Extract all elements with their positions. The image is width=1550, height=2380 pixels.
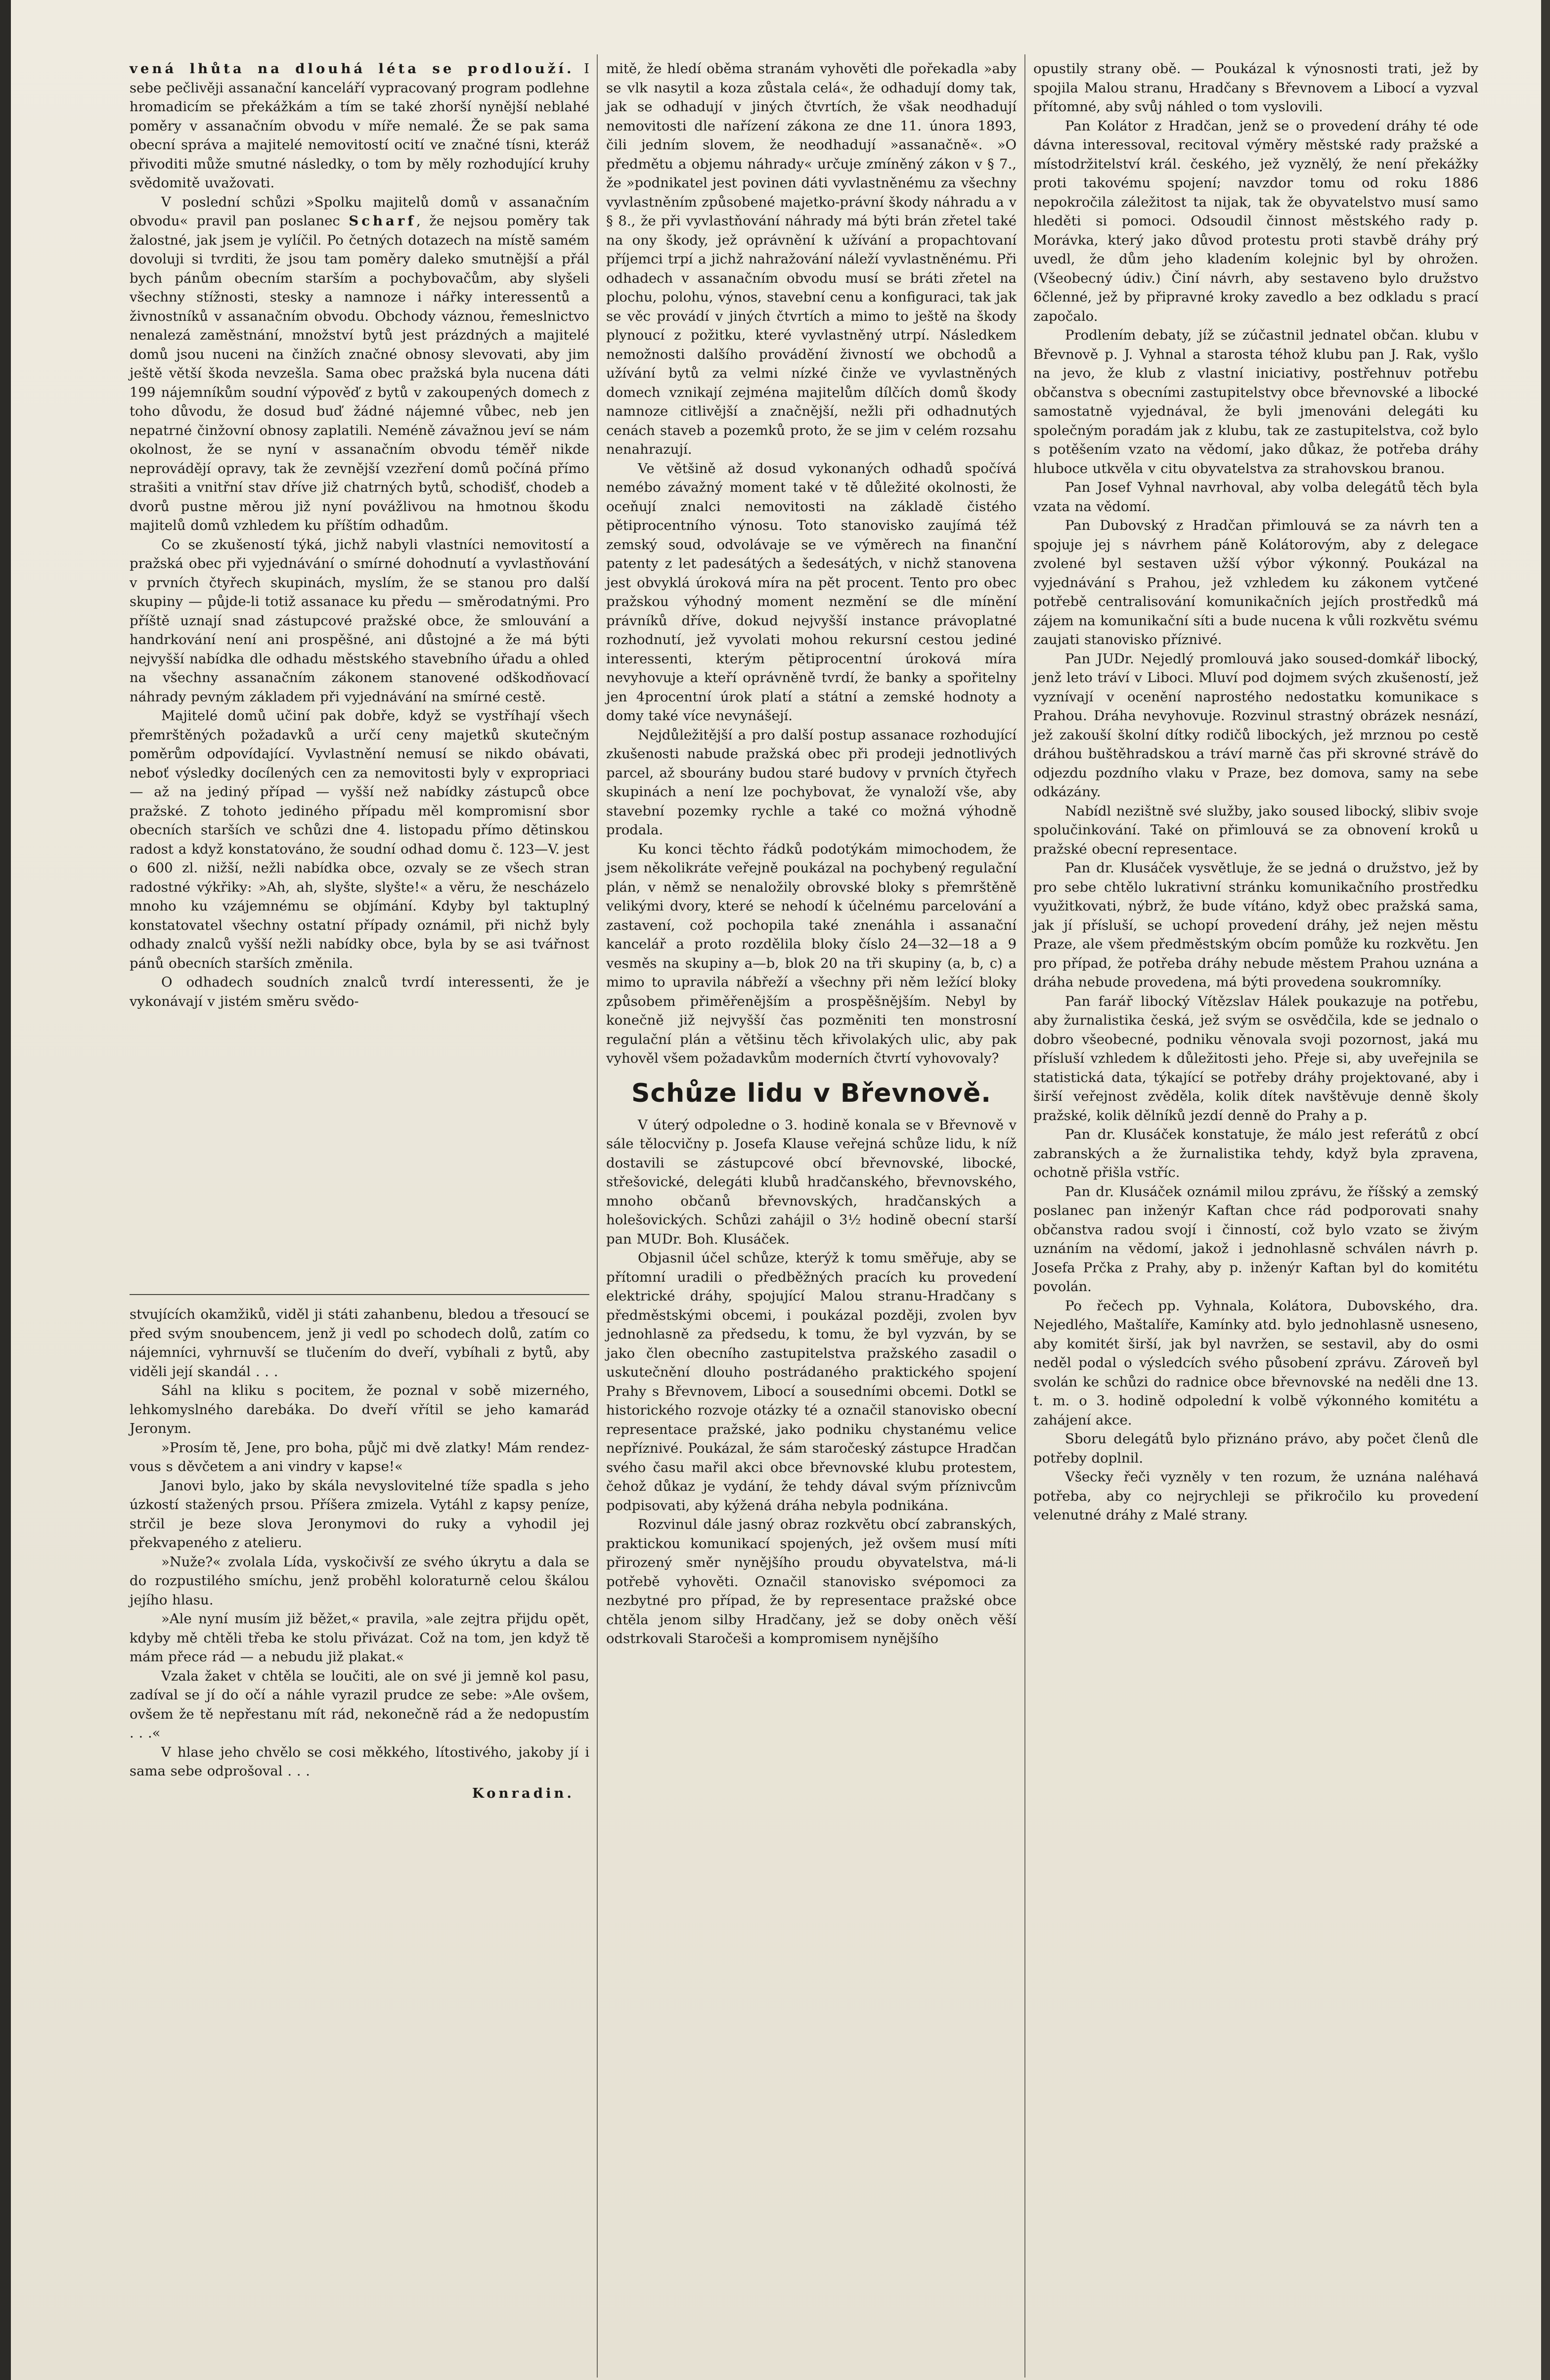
- spaced-emphasis: vená lhůta na dlouhá léta se prodlouží.: [130, 61, 575, 77]
- feuilleton-paragraph: V hlase jeho chvělo se cosi měkkého, lítostivého, jakoby jí i sama sebe odprošoval . . .: [130, 1744, 589, 1779]
- article-paragraph: Nejdůležitější a pro další postup assanace rozhodující zkušenosti nabude pražská obec při prodeji jednotlivých parcel, až sbourány budou staré budovy v prvních čtyřech skupinách a není lze pochybovat, že vynaloží vše, aby stavební pozemky rychle a také co možná výhodně prodala.: [606, 727, 1017, 838]
- article-paragraph: Rozvinul dále jasný obraz rozkvětu obcí zabranských, praktickou komunikací spojených, jež ovšem musí míti přirozený směr nynějšího proudu obyvatelstva, má-li potřebě vyhověti. Označil stanovisko svépomoci za nezbytné pro případ, že by representace pražské obce chtěla jenom silby Hradčany, jež se doby oněch věší odstrkovali Staročeši a kompromisem nynějšího: [606, 1516, 1017, 1646]
- column-2: [606, 59, 1017, 1648]
- article-paragraph: Co se zkušeností týká, jichž nabyli vlastníci nemovitostí a pražská obec při vyjednávání o smírné dohodnutí a vyvlastňování v prvních čtyřech skupinách, myslím, že se stanou pro další skupiny — půjde-li totiž assanace ku předu — směrodatnými. Pro příště uznají snad zástupcové pražské obce, že smlouvání a handrkování není ani prospěšné, ani důstojné a že má býti nejvyšší nabídka dle odhadu městského stavebního úřadu a ohled na všechny assanačním zákonem stanovené odškodňovací náhrady pevným základem při vyjednávání na smírné cestě.: [130, 536, 589, 705]
- article-paragraph: Pan JUDr. Nejedlý promlouvá jako soused-domkář libocký, jenž leto tráví v Liboci. Mluví pod dojmem svých zkušeností, jež vyznívají v ocenění naprostého nedostatku komunikace s Prahou. Dráha nevyhovuje. Rozvinul strastný obrázek nesnází, jež zakouší školní dítky rodičů libockých, jež mrznou po cestě dráhou buštěhradskou a tráví marně čas při skrovné strávě do odjezdu pozdního vlaku v Praze, bez domova, samy na sebe odkázány.: [1033, 650, 1478, 800]
- article-paragraph: mitě, že hledí oběma stranám vyhověti dle pořekadla »aby se vlk nasytil a koza zůstala celá«, že odhadují domy tak, jak se odhadují v jiných čtvrtích, že však neodhadují nemovitosti dle nařízení zákona ze dne 11. února 1893, čili jedním slovem, že neodhadují »assanačně«. »O předmětu a objemu náhrady« určuje zmíněný zákon v § 7., že »podnikatel jest povinen dáti vyvlastněnému za všechny vyvlastněním způsobené majetko-právní škody náhradu a v § 8., že při vyvlastňování náhrady má býti brán zřetel také na ony škody, jež oprávnění k užívání a propachtovaní příjemci trpí a jichž nahražování náleží vyvlastněnému. Při odhadech v assanačním obvodu musí se bráti zřetel na plochu, polohu, výnos, stavební cenu a konfiguraci, tak jak se věc provádí v jiných čtvrtích a mimo to ještě na škody plynoucí z požitku, které vyvlastněný utrpí. Následkem nemožnosti dalšího provádění živností we obchodů a užívání bytů za velmi nízké činže ve vyvlastněných domech vznikají zejména majitelům dílčích domů škody namnoze citlivější a značnější, nežli při odhadnutých cenách staveb a pozemků proto, že se jim v celém rozsahu nenahrazují.: [606, 61, 1017, 457]
- article-paragraph: Sboru delegátů bylo přiznáno právo, aby počet členů dle potřeby doplnil.: [1033, 1431, 1478, 1466]
- spaced-emphasis: Scharf: [349, 213, 417, 229]
- column-divider-2: [1024, 54, 1025, 2378]
- column-1: [130, 59, 589, 1011]
- article-paragraph: opustily strany obě. — Poukázal k výnosnosti trati, jež by spojila Malou stranu, Hradčany s Břevnovem a Libocí a vyzval přítomné, aby svůj náhled o tom vyslovili.: [1033, 61, 1478, 115]
- article-paragraph: Všecky řeči vyzněly v ten rozum, že uznána naléhavá potřeba, aby co nejrychleji se přikročilo ku provedení velenutné dráhy z Malé strany.: [1033, 1469, 1478, 1523]
- scan-left-edge: [0, 0, 11, 2380]
- article-paragraph: Po řečech pp. Vyhnala, Kolátora, Dubovského, dra. Nejedlého, Maštalíře, Kamínky atd. bylo jednohlasně usneseno, aby komitét širší, jak byl navržen, se sestavil, aby do osmi neděl podal o výsledcích svého působení zprávu. Zároveň byl svolán ke schůzi do radnice obce břevnovské na neděli dne 13. t. m. o 3. hodině odpolední k volbě výkonného komitétu a zahájení akce.: [1033, 1298, 1478, 1428]
- feuilleton-paragraph: »Prosím tě, Jene, pro boha, půjč mi dvě zlatky! Mám rendez-vous s děvčetem a ani vindry v kapse!«: [130, 1439, 589, 1474]
- article-paragraph: V úterý odpoledne o 3. hodině konala se v Břevnově v sále tělocvičny p. Josefa Klause veřejná schůze lidu, k níž dostavili se zástupcové obcí břevnovské, libocké, střešovické, delegáti klubů hradčanského, břevnovského, mnoho občanů břevnovských, hradčanských a holešovických. Schůzi zahájil o 3½ hodině obecní starší pan MUDr. Boh. Klusáček.: [606, 1117, 1017, 1247]
- feuilleton-rule: [130, 1294, 589, 1295]
- article-paragraph: O odhadech soudních znalců tvrdí interessenti, že je vykonávají v jistém směru svědo-: [130, 974, 589, 1009]
- article-paragraph: Pan Dubovský z Hradčan přimlouvá se za návrh ten a spojuje jej s návrhem páně Kolátorovým, aby z delegace zvolené byl sestaven užší výbor výkonný. Poukázal na vyjednávání s Prahou, jež vzhledem ku zákonem vytčené potřebě centralisování komunikačních jejích prostředků má zájem na komunikační síti a bude nucena k vůli rozkvětu svému zaujati stanovisko příznivé.: [1033, 518, 1478, 648]
- feuilleton-paragraph: Janovi bylo, jako by skála nevyslovitelné tíže spadla s jeho úzkostí stažených prsou. Příšera zmizela. Vytáhl z kapsy peníze, strčil je beze slova Jeronymovi do ruky a vyhodil jej překvapeného z atelieru.: [130, 1477, 589, 1551]
- column-divider-1: [597, 54, 598, 2378]
- article-paragraph: Pan Josef Vyhnal navrhoval, aby volba delegátů těch byla vzata na vědomí.: [1033, 479, 1478, 515]
- feuilleton-paragraph: Sáhl na kliku s pocitem, že poznal v sobě mizerného, lehkomyslného darebáka. Do dveří vřítil se jeho kamarád Jeronym.: [130, 1383, 589, 1436]
- article-paragraph: Ku konci těchto řádků podotýkám mimochodem, že jsem několikráte veřejně poukázal na pochybený regulační plán, v němž se nenaložily obrovské bloky s přemrštěně velikými dvory, které se nehodí k účelnému parcelování a zastavení, což pochopila také znenáhla i assanační kancelář a proto rozdělila bloky číslo 24—32—18 a 9 vesměs na skupiny a—b, blok 20 na tři skupiny (a, b, c) a mimo to upravila nábřeží a všechny při něm ležící bloky způsobem přiměřenějším a prospěšnějším. Nebyl by konečně již nejvyšší čas pozměniti ten monstrosní regulační plán a většinu těch křivolakých ulic, aby pak vyhověl všem požadavkům moderních čtvrtí vyhovovaly?: [606, 841, 1017, 1066]
- article-paragraph: Pan dr. Klusáček vysvětluje, že se jedná o družstvo, jež by pro sebe chtělo lukrativní stránku komunikačního prostředku využitkovati, nýbrž, že bude vítáno, když obec pražská sama, jak jí přísluší, se uchopí provedení dráhy, jež nejen městu Praze, ale všem předměstským obcím pomůže ku rozkvětu. Jen pro případ, že potřeba dráhy nebude městem Prahou uznána a dráha nebude provedena, má býti provedena soukromníky.: [1033, 860, 1478, 990]
- article-paragraph: Prodlením debaty, jíž se zúčastnil jednatel občan. klubu v Břevnově p. J. Vyhnal a starosta téhož klubu pan J. Rak, vyšlo na jevo, že klub z vlastní iniciativy, postřehnuv potřebu občanstva s obecními zastupitelstvy obce břevnovské a libocké samostatně vyjednával, že byli jmenováni delegáti ku společným poradám jak z klubu, tak ze zastupitelstva, což bylo s potěšením vzato na vědomí, jako důkaz, že potřeba dráhy hluboce utkvěla v citu obyvatelstva za strahovskou branou.: [1033, 327, 1478, 476]
- article-paragraph: Majitelé domů učiní pak dobře, když se vystříhají všech přemrštěných požadavků a určí ceny majetků skutečným poměrům odpovídající. Vyvlastnění nemusí se nikdo obávati, neboť výsledky docílených cen za nemovitosti byly v expropriaci — až na jediný případ — vyšší než nabídky zástupců obce pražské. Z tohoto jediného případu měl kompromisní sbor obecních starších ve schůzi dne 4. listopadu přímo dětinskou radost a když konstatováno, že soudní odhad domu č. 123—V. jest o 600 zl. nižší, nežli nabídka obce, ozvaly se ze všech stran radostné výkřiky: »Ah, ah, slyšte, slyšte!« a věru, že nescházelo mnoho ku vzájemnému se objímání. Kdyby byl taktuplný konstatovatel všechny ostatní případy oznámil, při nichž byly odhady znalců vyšší nežli nabídky obce, byla by se asi tvářnost pánů obecních starších změnila.: [130, 708, 589, 971]
- article-paragraph: Pan dr. Klusáček oznámil milou zprávu, že říšský a zemský poslanec pan inženýr Kaftan chce rád podporovati snahy občanstva radou svojí i činností, což bylo vzato se živým uznáním na vědomí, jakož i jednohlasně schválen návrh p. Josefa Prčka z Prahy, aby p. inženýr Kaftan byl do komitétu povolán.: [1033, 1183, 1478, 1295]
- column-3: [1033, 59, 1478, 1525]
- article-paragraph: V poslední schůzi »Spolku majitelů domů v assanačním obvodu« pravil pan poslanec Scharf, že nejsou poměry tak žalostné, jak jsem je vylíčil. Po četných dotazech na místě samém dovoluji si tvrditi, že jsou tam poměry daleko smutnější a přál bych pánům obecním starším a pochybovačům, aby slyšeli všechny stížnosti, stesky a namnoze i nářky interessentů a živnostníků v assanačním obvodu. Obchody váznou, řemeslnictvo nenalezá zaměstnání, množství bytů jest prázdných a majitelé domů jsou nuceni na činžích značné obnosy slevovati, aby jim ještě větší škoda nevzešla. Sama obec pražská byla nucena dáti 199 nájemníkům soudní výpověď z bytů v zakoupených domech z toho důvodu, že dosud buď žádné nájemné vůbec, neb jen nepatrné činžovní obnosy zaplatili. Neméně závažnou jeví se nám okolnost, že se nyní v assanačním obvodu téměř nikde neprovádějí opravy, tak že zevnější vzezření domů počíná přímo strašiti a vnitřní stav dříve již chatrných bytů, schodišť, chodeb a dvorů pustne měrou již nyní povážlivou na hmotnou škodu majitelů domů vzhledem ku příštím odhadům.: [130, 194, 589, 533]
- article-heading: Schůze lidu v Břevnově.: [631, 1078, 992, 1108]
- article-paragraph: vená lhůta na dlouhá léta se prodlouží. I sebe pečlivěji assanační kanceláří vypracovaný program podlehne hromadicím se překážkám a tím se také zhorší nynější neblahé poměry v assanačním obvodu v míře nemalé. Že se pak sama obecní správa a majitelé nemovitostí ocití ve značné tísni, kteráž přivoditi může smutné následky, o tom by měly rozhodující kruhy svědomitě uvažovati.: [130, 61, 589, 191]
- article-paragraph: Pan farář libocký Vítězslav Hálek poukazuje na potřebu, aby žurnalistika česká, jež svým se osvědčila, kde se jednalo o dobro všeobecné, podniku věnovala svoji pozornost, jaká mu přísluší vzhledem k důležitosti jeho. Přeje si, aby uveřejnila se statistická data, týkající se potřeby dráhy projektované, aby i širší veřejnost zvěděla, kolik dítek navštěvuje denně školy pražské, kolik dělníků jezdí denně do Prahy a p.: [1033, 993, 1478, 1124]
- article-paragraph: Ve většině až dosud vykonaných odhadů spočívá nemébo závažný moment také v tě důležité okolnosti, že oceňují znalci nemovitosti na základě čistého pětiprocentního výnosu. Toto stanovisko zaujímá též zemský soud, odvolávaje se ve výměrech na finanční patenty z let padesátých a šedesátých, v nichž stanovena jest obvyklá úroková míra na pět procent. Tento pro obec pražskou výhodný moment nezmění se dle mínění právníků dříve, dokud nejvyšší instance právoplatné rozhodnutí, jež vyvolati mohou rekursní cestou jediné interessenti, kterým pětiprocentní úroková míra nevyhovuje a kteří oprávněně tvrdí, že banky a spořitelny jen 4procentní úrok platí a státní a zemské hodnoty a domy také více nevynášejí.: [606, 460, 1017, 724]
- article-paragraph: Pan dr. Klusáček konstatuje, že málo jest referátů z obcí zabranských a že žurnalistika tehdy, když byla zpravena, ochotně přišla vstříc.: [1033, 1126, 1478, 1180]
- scan-right-edge: [1541, 0, 1550, 2380]
- article-paragraph: Nabídl nezištně své služby, jako soused libocký, slibiv svoje spolučinkování. Také on přimlouvá se za obnovení kroků u pražské obecní representace.: [1033, 803, 1478, 857]
- feuilleton-paragraph: Vzala žaket v chtěla se loučiti, ale on své ji jemně kol pasu, zadíval se jí do očí a náhle vyrazil prudce ze sebe: »Ale ovšem, ovšem že tě nepřestanu mít rád, nekonečně rád a že nedopustím . . .«: [130, 1668, 589, 1741]
- feuilleton-paragraph: »Ale nyní musím již běžet,« pravila, »ale zejtra přijdu opět, kdyby mě chtěli třeba ke stolu přivázat. Což na tom, jen když tě mám přece rád — a nebudu již plakat.«: [130, 1611, 589, 1665]
- feuilleton-signature: Konradin.: [472, 1785, 575, 1801]
- article-paragraph: Pan Kolátor z Hradčan, jenž se o provedení dráhy té ode dávna interessoval, recitoval výměry městské rady pražské a místodržitelství král. českého, jež vyznělý, že není překážky proti takovému spojení; navzdor tomu od roku 1886 nepokročila záležitost ta nijak, tak že obyvatelstvo musí samo hleděti si pomoci. Odsoudil činnost městského rady p. Morávka, který jako důvod protestu proti stavbě dráhy prý uvedl, že dům jeho kladením kolejnic byl by ohrožen. (Všeobecný údiv.) Činí návrh, aby sestaveno bylo družstvo 6členné, jež by připravné kroky zavedlo a bez odkladu s prací započalo.: [1033, 118, 1478, 324]
- feuilleton: [130, 1305, 589, 1803]
- feuilleton-paragraph: stvujících okamžiků, viděl ji státi zahanbenu, bledou a třesoucí se před svým snoubencem, jenž ji vedl po schodech dolů, zatím co nájemníci, vyhrnuvší se tlučením do dveří, vybíhali z bytů, aby viděli její skandál . . .: [130, 1306, 589, 1380]
- feuilleton-paragraph: »Nuže?« zvolala Lída, vyskočivší ze svého úkrytu a dala se do rozpustilého smíchu, jenž proběhl koloraturně celou škálou jejího hlasu.: [130, 1554, 589, 1608]
- article-paragraph: Objasnil účel schůze, kterýž k tomu směřuje, aby se přítomní uradili o předběžných pracích ku provedení elektrické dráhy, spojující Malou stranu-Hradčany s předměstskými obcemi, i poukázal později, zvolen byv jednohlasně za předsedu, k tomu, že byl vyzván, by se jako člen obecního zastupitelstva pražského zasadil o uskutečnění dlouho postrádaného praktického spojení Prahy s Břevnovem, Libocí a sousedními obcemi. Dotkl se historického rozvoje otázky té a označil stanovisko obecní representace pražské, jako podniku chystanému velice nepříznivé. Poukázal, že sám staročeský zástupce Hradčan svého času mařil akci obce břevnovské klubu protestem, čehož důkaz je vydání, že tehdy dával svým příznivcům podpisovati, aby kýžená dráha nebyla podnikána.: [606, 1250, 1017, 1514]
